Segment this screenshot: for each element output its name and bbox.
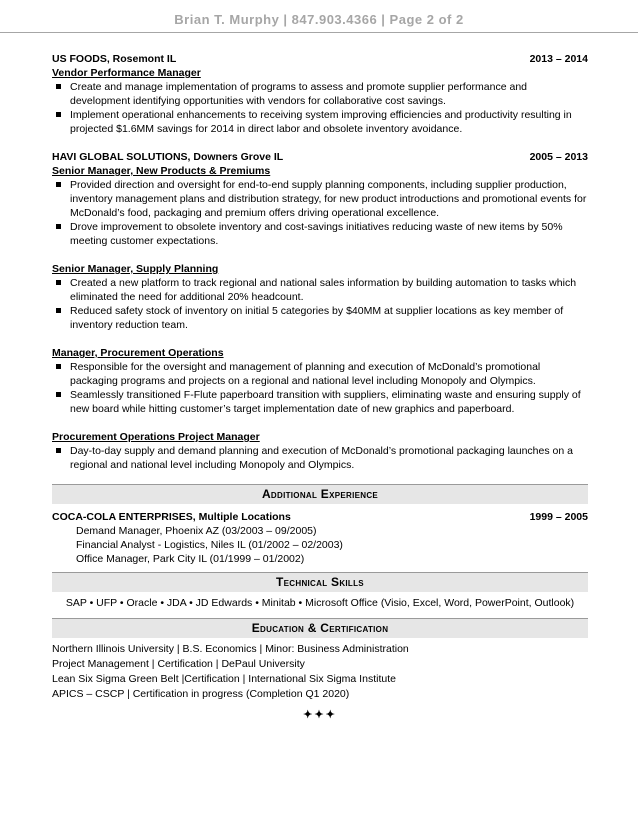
job-title: Vendor Performance Manager (52, 67, 201, 79)
job-title: Senior Manager, Supply Planning (52, 263, 219, 275)
section-heading-education: Education & Certification (52, 618, 588, 638)
education-list (52, 642, 588, 702)
header-rule (0, 32, 638, 33)
section-heading-technical-skills: Technical Skills (52, 572, 588, 592)
resume-content (52, 52, 588, 722)
bullet-item: Provided direction and oversight for end-to-end supply planning components, including supplier production, inventory management plans and distribution strategy, for new product introductions and promotional events for McDonald’s food, packaging and premium offers driving operational excellence. (52, 178, 588, 220)
page-header: Brian T. Murphy | 847.903.4366 | Page 2 of 2 (174, 12, 464, 27)
bullet-item: Seamlessly transitioned F-Flute paperboard transition with suppliers, eliminating waste and ensuring supply of new board while hitting customer’s target implementation date of new graphics and paperboard. (52, 388, 588, 416)
bullet-item: Day-to-day supply and demand planning and execution of McDonald’s promotional packaging launches on a regional and national level including Monopoly and Olympics. (52, 444, 588, 472)
job-company: US FOODS, Rosemont IL (52, 53, 177, 65)
role-line: Demand Manager, Phoenix AZ (03/2003 – 09/2005) (76, 525, 317, 537)
education-line: APICS – CSCP | Certification in progress (Completion Q1 2020) (52, 688, 350, 700)
bullet-item: Create and manage implementation of programs to assess and promote supplier performance and development identifying opportunities with vendors for collaborative cost savings. (52, 80, 588, 108)
job-title: Manager, Procurement Operations (52, 347, 224, 359)
additional-dates: 1999 – 2005 (529, 511, 588, 523)
section-heading-additional-experience: Additional Experience (52, 484, 588, 504)
bullet-item: Reduced safety stock of inventory on initial 5 categories by $40MM at supplier locations as key member of inventory reduction team. (52, 304, 588, 332)
additional-company-row (52, 510, 588, 524)
bullet-item: Responsible for the oversight and management of planning and execution of McDonald’s promotional packaging programs and projects on a regional and national level including Monopoly and Olympics. (52, 360, 588, 388)
additional-company: COCA-COLA ENTERPRISES, Multiple Locations (52, 511, 291, 523)
education-line: Northern Illinois University | B.S. Economics | Minor: Business Administration (52, 643, 409, 655)
job-bullets (52, 444, 588, 472)
job-title: Procurement Operations Project Manager (52, 431, 260, 443)
education-line: Lean Six Sigma Green Belt |Certification | International Six Sigma Institute (52, 673, 396, 685)
job-procurement-operations (52, 346, 588, 416)
job-dates: 2005 – 2013 (529, 151, 588, 163)
job-dates: 2013 – 2014 (529, 53, 588, 65)
end-mark: ✦✦✦ (303, 709, 337, 721)
job-bullets (52, 178, 588, 248)
bullet-item: Created a new platform to track regional and national sales information by building automation to tasks which eliminated the need for additional 20% headcount. (52, 276, 588, 304)
job-company: HAVI GLOBAL SOLUTIONS, Downers Grove IL (52, 151, 284, 163)
job-bullets (52, 276, 588, 332)
role-line: Financial Analyst - Logistics, Niles IL (01/2002 – 02/2003) (76, 539, 343, 551)
bullet-item: Drove improvement to obsolete inventory and cost-savings initiatives reducing waste of new items by 50% meeting customer expectations. (52, 220, 588, 248)
bullet-item: Implement operational enhancements to receiving system improving efficiencies and productivity resulting in projected $1.6MM savings for 2014 in direct labor and obsolete inventory avoidance. (52, 108, 588, 136)
job-bullets (52, 80, 588, 136)
job-procurement-project-manager (52, 430, 588, 472)
job-havi (52, 150, 588, 248)
additional-roles (52, 524, 588, 566)
job-bullets (52, 360, 588, 416)
education-line: Project Management | Certification | DePaul University (52, 658, 305, 670)
job-title: Senior Manager, New Products & Premiums (52, 165, 271, 177)
job-supply-planning (52, 262, 588, 332)
technical-skills-list: SAP • UFP • Oracle • JDA • JD Edwards • Minitab • Microsoft Office (Visio, Excel, Word, PowerPoint, Outlook) (65, 597, 575, 609)
role-line: Office Manager, Park City IL (01/1999 – 01/2002) (76, 553, 305, 565)
job-us-foods (52, 52, 588, 136)
